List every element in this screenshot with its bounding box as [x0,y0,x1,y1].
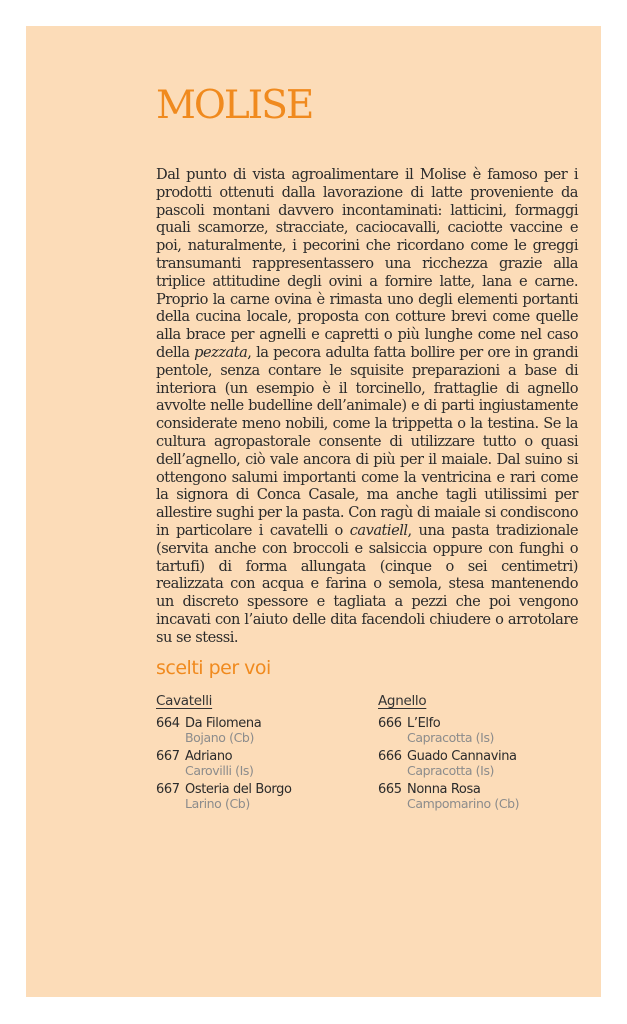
body-text-part-3: , una pasta tradizionale (servita anche con broccoli e salsiccia oppure con funghi o tartufi) di forma allungata (cinque o sei centimetri) realizzata con acqua e farina o semola, stesa mantenendo un discreto spessore e tagliata a pezzi che poi vengono incavati con l’aiuto delle dita facendoli chiudere o arrotolare su se stessi. [156,521,579,646]
column-heading: Agnello [378,693,427,709]
page-panel [26,26,601,997]
page-number: 667 [156,749,180,764]
list-item [378,782,578,811]
column-heading: Cavatelli [156,693,213,709]
page-number: 667 [156,782,180,797]
column-cavatelli [156,692,356,815]
restaurant-name: Nonna Rosa [407,782,481,797]
section-title: scelti per voi [156,657,271,679]
page-number: 666 [378,749,402,764]
restaurant-location: Carovilli (Is) [185,763,254,778]
restaurant-location: Capracotta (Is) [407,763,495,778]
body-italic-cavatiell: cavatiell [349,521,408,539]
list-item [378,749,578,778]
page-number: 666 [378,716,402,731]
body-text-part-1: Dal punto di vista agroalimentare il Molise è famoso per i prodotti ottenuti dalla lavorazione di latte proveniente da pascoli montani davvero incontaminati: latticini, formaggi quali scamorze, stracciate, caciocavalli, caciotte vaccine e poi, naturalmente, i pecorini che ricordano come le greggi transumanti rappresentassero una ricchezza grazie alla triplice attitudine degli ovini a fornire latte, lana e carne. Proprio la carne ovina è rimasta uno degli elementi portanti della cucina locale, proposta con cotture brevi come quelle alla brace per agnelli e capretti o più lunghe come nel caso della [156,166,578,361]
restaurant-name: Guado Cannavina [407,749,517,764]
list-item [156,782,356,811]
column-agnello [378,692,578,815]
restaurant-name: Adriano [185,749,233,764]
list-item [156,716,356,745]
list-item [378,716,578,745]
body-paragraph [156,166,578,647]
restaurant-name: L’Elfo [407,716,441,731]
page-title: MOLISE [156,83,313,128]
page-number: 665 [378,782,402,797]
list-item [156,749,356,778]
restaurant-location: Capracotta (Is) [407,730,495,745]
restaurant-name: Osteria del Borgo [185,782,292,797]
page-number: 664 [156,716,180,731]
restaurant-location: Bojano (Cb) [185,730,254,745]
body-text-part-2: , la pecora adulta fatta bollire per ore in grandi pentole, senza contare le squisite preparazioni a base di interiora (un esempio è il torcinello, frattaglie di agnello avvolte nelle budelline dell’animale) e di parti ingiustamente considerate meno nobili, come la trippetta o la testina. Se la cultura agropastorale consente di utilizzare tutto o quasi dell’agnello, ciò vale ancora di più per il maiale. Dal suino si ottengono salumi importanti come la ventricina e rari come la signora di Conca Casale, ma anche tagli utilissimi per allestire sughi per la pasta. Con ragù di maiale si condiscono in particolare i cavatelli o [156,343,579,539]
restaurant-name: Da Filomena [185,716,262,731]
body-italic-pezzata: pezzata [194,343,248,361]
restaurant-location: Campomarino (Cb) [407,796,520,811]
restaurant-location: Larino (Cb) [185,796,250,811]
